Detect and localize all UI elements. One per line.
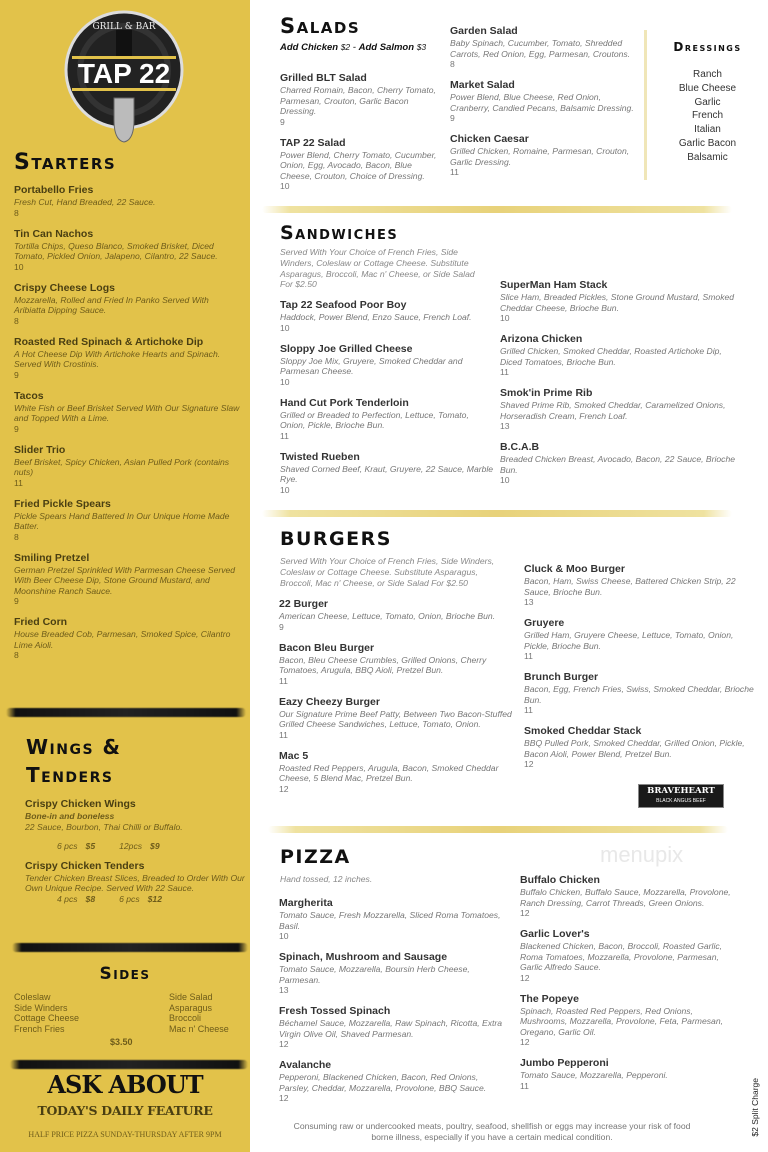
option-price: $5: [85, 841, 96, 851]
starters-list: [14, 184, 242, 670]
sandwiches-column-1: [280, 299, 495, 505]
option-qty: 6 pcs: [119, 893, 140, 904]
item-name: Crispy Chicken Tenders: [25, 859, 145, 872]
sides-column-1: [14, 992, 79, 1035]
item-description: Fresh Cut, Hand Breaded, 22 Sauce.: [14, 197, 156, 207]
item-description: Haddock, Power Blend, Enzo Sauce, French Loaf.: [280, 312, 472, 322]
logo-name: TAP 22: [77, 58, 171, 89]
menu-item: [500, 333, 740, 378]
list-item: Blue Cheese: [678, 82, 737, 94]
item-price: 11: [524, 651, 533, 661]
item-name: Brunch Burger: [524, 671, 599, 683]
item-price: 12: [524, 759, 534, 769]
item-description: Mozzarella, Rolled and Fried In Panko Served With Aribiatta Dipping Sauce.: [14, 294, 209, 315]
item-description: Sloppy Joe Mix, Gruyere, Smoked Cheddar and Parmesan Cheese.: [280, 355, 463, 376]
item-description: Baby Spinach, Cucumber, Tomato, Shredded Carrots, Red Onion, Egg, Parmesan, Croutons.: [450, 38, 631, 59]
menu-item: [500, 441, 740, 486]
wings-list: [25, 798, 245, 912]
item-description: White Fish or Beef Brisket Served With Our Signature Slaw and Topped With a Lime.: [14, 402, 240, 423]
menu-item: [280, 343, 495, 388]
item-description: Grilled Chicken, Romaine, Parmesan, Crouton, Garlic Dressing.: [450, 146, 630, 167]
item-price: 13: [524, 597, 534, 607]
item-description: American Cheese, Lettuce, Tomato, Onion, Brioche Bun.: [279, 611, 496, 621]
addon-chicken: Add Chicken: [280, 42, 339, 53]
list-item: Ranch: [693, 69, 722, 80]
item-price: 10: [280, 484, 290, 495]
item-description: Tomato Sauce, Mozzarella, Pepperoni.: [520, 1070, 668, 1080]
item-description: Power Blend, Blue Cheese, Red Onion, Cranberry, Candied Pecans, Balsamic Dressing.: [450, 92, 634, 113]
menu-item: [520, 993, 735, 1049]
item-price: 9: [450, 113, 455, 123]
wings-heading-line2: Tenders: [26, 763, 114, 787]
item-name: B.C.A.B: [500, 441, 540, 453]
menu-item: [280, 397, 495, 442]
menu-item: [280, 72, 440, 128]
item-name: Tap 22 Seafood Poor Boy: [280, 299, 407, 311]
feature-subheading: TODAY'S DAILY FEATURE: [37, 1103, 213, 1118]
item-description: Blackened Chicken, Bacon, Broccoli, Roasted Garlic, Roma Tomatoes, Mozzarella, Provolone, Parmesan, Garlic Alfredo Sauce.: [520, 941, 723, 972]
menu-item: [450, 79, 635, 124]
menu-item: [450, 133, 635, 178]
item-name: Gruyere: [524, 617, 565, 629]
item-name: Eazy Cheezy Burger: [279, 695, 380, 708]
item-description: Tomato Sauce, Fresh Mozzarella, Sliced Roma Tomatoes, Basil.: [279, 910, 501, 931]
item-description: Slice Ham, Breaded Pickles, Stone Ground Mustard, Smoked Cheddar Cheese, Brioche Bun.: [500, 292, 735, 313]
item-price: 11: [520, 1080, 529, 1091]
menu-item: [14, 616, 242, 661]
item-price: 8: [14, 531, 19, 542]
item-description: Tortilla Chips, Queso Blanco, Smoked Brisket, Diced Tomato, Pickled Onion, Jalapeno, Cilantro, 22 Sauce.: [14, 240, 218, 261]
menu-item: [279, 1005, 509, 1050]
burgers-heading: BURGERS: [280, 528, 392, 550]
item-price: 11: [500, 367, 509, 377]
list-item: French: [691, 110, 724, 122]
item-name: Portabello Fries: [14, 184, 94, 196]
sandwiches-note: Served With Your Choice of French Fries, Side Winders, Coleslaw or Cottage Cheese. Substitute Asparagus, Broccoli, Mac n' Cheese, or Side Salad For $2.50: [280, 247, 475, 290]
list-item: Garlic Bacon: [678, 137, 737, 149]
menu-item: [279, 951, 509, 996]
item-options: [25, 841, 245, 852]
list-item: Side Salad: [169, 992, 213, 1002]
item-price: 12: [520, 1037, 530, 1047]
item-name: Chicken Caesar: [450, 133, 529, 145]
option-qty: 6 pcs: [57, 841, 78, 851]
item-name: Avalanche: [279, 1059, 332, 1071]
item-price: 12: [279, 1039, 289, 1049]
item-price: 10: [280, 181, 290, 191]
item-name: Bacon Bleu Burger: [279, 641, 375, 654]
list-item: Side Winders: [14, 1002, 68, 1013]
addon-chicken-price: $2: [340, 42, 351, 52]
item-price: 11: [279, 675, 288, 686]
item-price: 11: [279, 729, 288, 740]
item-name: 22 Burger: [279, 598, 329, 610]
item-name: Jumbo Pepperoni: [520, 1057, 609, 1069]
item-price: 12: [520, 908, 530, 918]
option-qty: 4 pcs: [57, 893, 78, 904]
menu-item: [14, 336, 242, 381]
item-description: Grilled or Breaded to Perfection, Lettuce, Tomato, Onion, Pickle, Brioche Bun.: [280, 409, 469, 430]
item-description: Shaved Prime Rib, Smoked Cheddar, Caramelized Onions, Horseradish Cream, French Loaf.: [500, 400, 726, 421]
menu-item: [279, 1059, 509, 1104]
divider: [6, 708, 246, 717]
split-charge: $2 Split Charge: [750, 1078, 760, 1137]
separator: -: [350, 42, 359, 53]
list-item: Broccoli: [169, 1013, 202, 1024]
menu-item: [500, 279, 740, 324]
watermark: menupix: [600, 842, 684, 867]
menu-item: [25, 798, 245, 852]
wings-heading-line1: Wings &: [26, 735, 122, 759]
divider: [12, 943, 248, 952]
item-name: Margherita: [279, 897, 333, 909]
logo-tagline: GRILL & BAR: [92, 22, 156, 32]
braveheart-logo: [638, 784, 724, 808]
item-description: Roasted Red Peppers, Arugula, Bacon, Smoked Cheddar Cheese, 5 Blend Mac, Pretzel Bun.: [279, 762, 499, 783]
divider: [262, 206, 732, 213]
item-description: Bacon, Ham, Swiss Cheese, Battered Chicken Strip, 22 Sauce, Brioche Bun.: [524, 576, 736, 597]
item-description: Béchamel Sauce, Mozzarella, Raw Spinach, Ricotta, Extra Virgin Olive Oil, Shaved Parmesan.: [279, 1018, 503, 1039]
logo: [62, 8, 186, 148]
menu-item: [280, 299, 495, 334]
item-price: 9: [14, 423, 19, 434]
sandwiches-heading: Sandwiches: [280, 222, 399, 244]
menu-item: [25, 860, 245, 905]
brand-name: BRAVEHEART: [647, 786, 715, 796]
item-description: Shaved Corned Beef, Kraut, Gruyere, 22 Sauce, Marble Rye.: [280, 463, 494, 484]
menu-item: [14, 228, 242, 273]
item-price: 12: [279, 783, 289, 794]
menu-item: [520, 874, 735, 919]
menu-item: [280, 137, 440, 193]
item-description: Bacon, Bleu Cheese Crumbles, Grilled Onions, Cherry Tomatoes, Arugula, BBQ Aioli, Pretzel Bun.: [279, 654, 487, 675]
item-description: Grilled Chicken, Smoked Cheddar, Roasted Artichoke Dip, Diced Tomatoes, Brioche Bun.: [500, 346, 722, 367]
item-price: 11: [14, 477, 23, 488]
item-name: Sloppy Joe Grilled Cheese: [280, 342, 413, 355]
divider: [10, 1060, 248, 1069]
burgers-column-2: [524, 563, 754, 779]
sides-price: $3.50: [110, 1037, 133, 1047]
item-price: 10: [279, 931, 289, 941]
item-price: 9: [14, 369, 19, 380]
item-price: 11: [280, 430, 289, 441]
dressings-heading: Dressings: [673, 40, 742, 54]
item-price: 9: [280, 116, 285, 127]
item-description: German Pretzel Sprinkled With Parmesan Cheese Served With Beer Cheese Dip, Stone Ground Mustard, and Moonshine Ranch Sauce.: [14, 564, 236, 596]
item-name: Crispy Cheese Logs: [14, 281, 115, 294]
option-qty: 12pcs: [119, 841, 143, 851]
option-price: $12: [147, 893, 162, 904]
item-description: House Breaded Cob, Parmesan, Smoked Spice, Cilantro Lime Aioli.: [14, 629, 231, 650]
sides-heading: Sides: [99, 964, 151, 984]
item-name: The Popeye: [520, 992, 579, 1005]
item-name: Smok'in Prime Rib: [500, 387, 593, 399]
menu-item: [14, 444, 242, 489]
pizza-promo: HALF PRICE PIZZA SUNDAY-THURSDAY AFTER 9PM: [28, 1130, 222, 1139]
item-price: 10: [500, 313, 510, 323]
sides-column-2: [169, 992, 229, 1035]
item-name: Tin Can Nachos: [14, 227, 94, 240]
menu-item: [279, 598, 519, 633]
item-price: 8: [450, 59, 455, 69]
item-description: Spinach, Roasted Red Peppers, Red Onions, Mushrooms, Mozzarella, Provolone, Feta, Parmesan, Oregano, Garlic Oil.: [520, 1005, 723, 1037]
list-item: Mac n' Cheese: [169, 1024, 229, 1035]
menu-item: [279, 642, 519, 687]
item-description: Bacon, Egg, French Fries, Swiss, Smoked Cheddar, Brioche Bun.: [524, 684, 754, 705]
burgers-note: Served With Your Choice of French Fries, Side Winders, Coleslaw or Cottage Cheese. Substitute Asparagus, Broccoli, Mac n' Cheese, or Side Salad For $2.50: [280, 556, 495, 588]
item-price: 8: [14, 650, 19, 660]
pizza-column-2: [520, 874, 735, 1101]
menu-item: [450, 25, 635, 70]
item-name: Smiling Pretzel: [14, 551, 90, 564]
sandwiches-column-2: [500, 279, 740, 495]
item-price: 10: [500, 475, 510, 485]
salads-addons: [280, 42, 426, 53]
item-name: Mac 5: [279, 749, 309, 762]
menu-item: [279, 696, 519, 741]
divider: [268, 826, 728, 833]
item-name: Spinach, Mushroom and Sausage: [279, 951, 448, 963]
item-price: 10: [280, 376, 290, 387]
list-item: Cottage Cheese: [14, 1013, 80, 1024]
item-name: Buffalo Chicken: [520, 874, 600, 886]
menu-item: [14, 552, 242, 608]
item-price: 13: [500, 421, 510, 431]
item-price: 10: [14, 261, 24, 272]
item-price: 8: [14, 207, 19, 218]
pizza-heading: PIZZA: [280, 846, 351, 868]
item-price: 11: [524, 705, 533, 715]
menu-item: [280, 451, 495, 496]
menu-item: [520, 1057, 735, 1092]
item-name: Fresh Tossed Spinach: [279, 1005, 391, 1017]
menu-item: [524, 725, 754, 770]
feature-heading: ASK ABOUT: [47, 1070, 203, 1099]
dressings-list: [647, 68, 768, 165]
menu-item: [14, 390, 242, 435]
item-name: Grilled BLT Salad: [280, 72, 367, 84]
item-name: Hand Cut Pork Tenderloin: [280, 396, 409, 409]
item-description: Beef Brisket, Spicy Chicken, Asian Pulled Pork (contains nuts): [14, 456, 230, 477]
item-name: Garlic Lover's: [520, 928, 590, 940]
item-options: [25, 894, 245, 905]
item-price: 10: [280, 322, 290, 333]
item-name: Tacos: [14, 389, 44, 402]
menu-item: [500, 387, 740, 432]
item-name: Roasted Red Spinach & Artichoke Dip: [14, 335, 204, 348]
item-name: TAP 22 Salad: [280, 136, 346, 149]
list-item: Balsamic: [687, 151, 728, 163]
item-description: Tomato Sauce, Mozzarella, Boursin Herb Cheese, Parmesan.: [279, 964, 470, 985]
item-description: BBQ Pulled Pork, Smoked Cheddar, Grilled Onion, Pickle, Bacon Aioli, Power Blend, Pretzel Bun.: [524, 738, 745, 759]
item-name: Garden Salad: [450, 25, 518, 37]
item-price: 12: [520, 972, 530, 983]
item-name: Smoked Cheddar Stack: [524, 725, 642, 737]
item-description: Grilled Ham, Gruyere Cheese, Lettuce, Tomato, Onion, Pickle, Brioche Bun.: [524, 630, 734, 651]
item-description: Buffalo Chicken, Buffalo Sauce, Mozzarella, Provolone, Ranch Dressing, Carrot Threads, Green Onions.: [520, 887, 731, 908]
item-description: Pickle Spears Hand Battered In Our Unique Home Made Batter.: [14, 510, 230, 531]
salads-column-1: [280, 72, 440, 201]
item-description: Power Blend, Cherry Tomato, Cucumber, Onion, Egg, Avocado, Bacon, Blue Cheese, Crouton, Choice of Dressing.: [280, 149, 437, 181]
pizza-column-1: [279, 897, 509, 1113]
menu-item: [14, 184, 242, 219]
item-description: Pepperoni, Blackened Chicken, Bacon, Red Onions, Parsley, Cheddar, Mozzarella, Provolone, BBQ Sauce.: [279, 1072, 487, 1093]
menu-item: [14, 498, 242, 543]
menu-item: [14, 282, 242, 327]
item-name: SuperMan Ham Stack: [500, 279, 608, 291]
item-description: Our Signature Prime Beef Patty, Between Two Bacon-Stuffed Grilled Cheese Sandwiches, Lettuce, Tomato, Onion.: [279, 708, 512, 729]
item-price: 8: [14, 315, 19, 326]
item-name: Slider Trio: [14, 443, 66, 456]
divider: [262, 510, 732, 517]
item-description: Tender Chicken Breast Slices, Breaded to Order With Our Own Unique Recipe. Served With 22 Sauce.: [25, 872, 245, 893]
menu-item: [524, 671, 754, 716]
option-price: $9: [150, 841, 160, 851]
list-item: French Fries: [14, 1024, 65, 1035]
option-price: $8: [85, 893, 96, 904]
item-price: 11: [450, 167, 459, 177]
item-price: 9: [279, 621, 284, 632]
salads-heading: Salads: [280, 14, 361, 38]
item-description: A Hot Cheese Dip With Artichoke Hearts and Spinach. Served With Crostinis.: [14, 348, 221, 369]
list-item: Italian: [694, 124, 721, 136]
item-description: 22 Sauce, Bourbon, Thai Chilli or Buffalo.: [25, 821, 183, 832]
item-name: Twisted Rueben: [280, 450, 360, 463]
menu-item: [524, 617, 754, 662]
menu-item: [524, 563, 754, 608]
starters-heading: Starters: [14, 150, 117, 175]
item-name: Fried Pickle Spears: [14, 497, 111, 510]
list-item: Asparagus: [169, 1002, 213, 1013]
pizza-note: Hand tossed, 12 inches.: [280, 874, 373, 884]
addon-salmon-price: $3: [416, 42, 427, 52]
disclaimer: Consuming raw or undercooked meats, poultry, seafood, shellfish or eggs may increase your risk of food borne illness, especially if you have a certain medical condition.: [293, 1121, 691, 1142]
item-price: 12: [279, 1093, 289, 1103]
item-description: Charred Romain, Bacon, Cherry Tomato, Parmesan, Crouton, Garlic Bacon Dressing.: [280, 85, 436, 116]
item-name: Crispy Chicken Wings: [25, 798, 136, 810]
item-name: Arizona Chicken: [500, 333, 583, 345]
list-item: Coleslaw: [14, 992, 51, 1002]
item-subtitle: Bone-in and boneless: [25, 811, 115, 821]
item-description: Breaded Chicken Breast, Avocado, Bacon, 22 Sauce, Brioche Bun.: [500, 454, 736, 475]
burgers-column-1: [279, 598, 519, 804]
left-panel: [0, 0, 250, 1152]
menu-item: [279, 750, 519, 795]
addon-salmon: Add Salmon: [358, 42, 415, 53]
list-item: Garlic: [694, 96, 721, 108]
menu-item: [520, 928, 735, 984]
brand-sub: BLACK ANGUS BEEF: [656, 798, 706, 804]
item-price: 9: [14, 596, 19, 606]
item-name: Market Salad: [450, 79, 515, 91]
item-name: Fried Corn: [14, 616, 68, 628]
item-name: Cluck & Moo Burger: [524, 563, 625, 575]
item-price: 13: [279, 985, 289, 995]
wings-heading: [26, 733, 121, 789]
menu-item: [279, 897, 509, 942]
salads-column-2: [450, 25, 635, 187]
